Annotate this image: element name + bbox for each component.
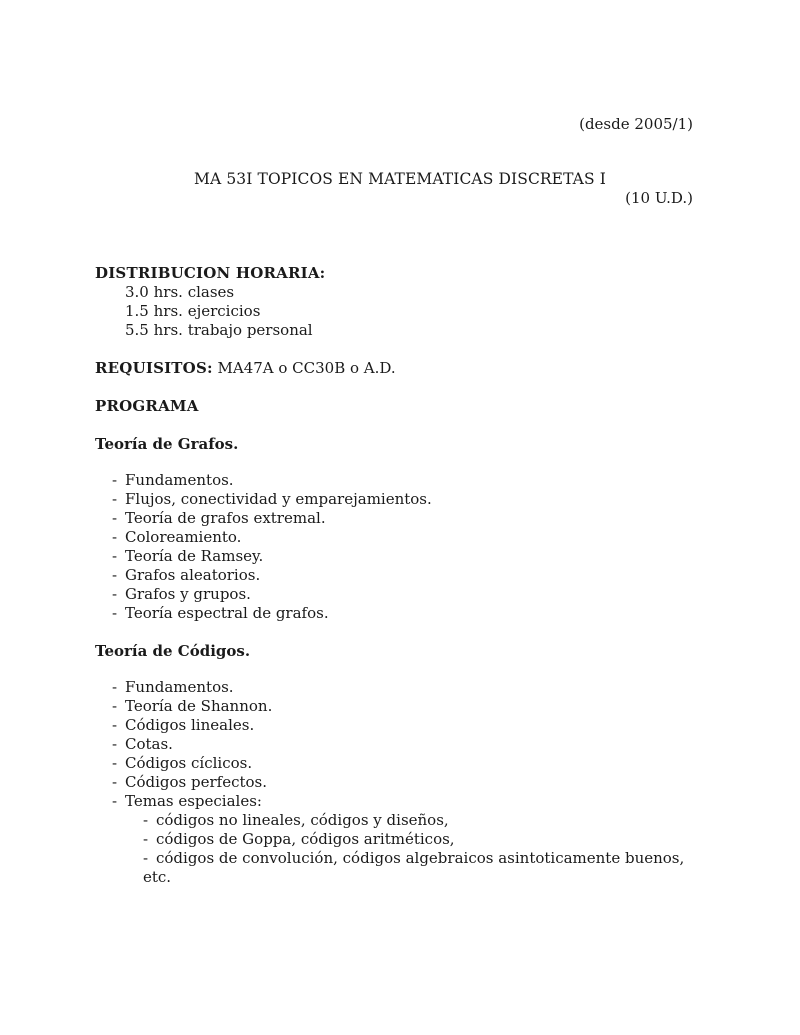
list-item: - Fundamentos.	[112, 471, 234, 489]
list-item: - Grafos aleatorios.	[112, 566, 261, 584]
graphs-topic-list	[95, 471, 715, 623]
list-item: - Cotas.	[112, 735, 173, 753]
schedule-item: 1.5 hrs. ejercicios	[125, 302, 261, 320]
list-item: - Coloreamiento.	[112, 528, 242, 546]
schedule-heading: DISTRIBUCION HORARIA:	[95, 264, 326, 282]
requirements-value: MA47A o CC30B o A.D.	[217, 359, 396, 377]
list-item: - Códigos perfectos.	[112, 773, 268, 791]
requirements-label: REQUISITOS:	[95, 359, 213, 377]
list-item: - Teoría de Ramsey.	[112, 547, 264, 565]
schedule-item: 3.0 hrs. clases	[125, 283, 235, 301]
codes-topic-list	[95, 678, 715, 887]
special-topics-list	[112, 811, 715, 887]
list-item: - Temas especiales: - códigos no lineales, códigos y diseños, - códigos de Goppa, códigos aritméticos, - códigos de convolución, códigos algebraicos asintoticamente buenos, etc.	[112, 792, 715, 887]
list-item: - Códigos lineales.	[112, 716, 255, 734]
list-item: - Códigos cíclicos.	[112, 754, 253, 772]
course-title: MA 53I TOPICOS EN MATEMATICAS DISCRETAS I	[194, 170, 606, 188]
schedule-item: 5.5 hrs. trabajo personal	[125, 321, 313, 339]
sub-list-item: - códigos de Goppa, códigos aritméticos,	[143, 830, 455, 848]
list-item: - Fundamentos.	[112, 678, 234, 696]
program-heading: PROGRAMA	[95, 397, 199, 415]
sub-list-item: - códigos no lineales, códigos y diseños,	[143, 811, 449, 829]
list-item: - Grafos y grupos.	[112, 585, 251, 603]
course-units: (10 U.D.)	[625, 189, 693, 207]
sub-list-item: - códigos de convolución, códigos algebraicos asintoticamente buenos, etc.	[143, 849, 685, 886]
since-date: (desde 2005/1)	[579, 115, 693, 133]
requirements-line	[95, 359, 715, 378]
course-content	[95, 264, 715, 887]
schedule-list	[95, 283, 715, 340]
graphs-topic-title: Teoría de Grafos.	[95, 435, 239, 453]
list-item: - Flujos, conectividad y emparejamientos.	[112, 490, 432, 508]
list-item: - Teoría de grafos extremal.	[112, 509, 326, 527]
list-item: - Teoría de Shannon.	[112, 697, 273, 715]
list-item: - Teoría espectral de grafos.	[112, 604, 329, 622]
codes-topic-title: Teoría de Códigos.	[95, 642, 251, 660]
